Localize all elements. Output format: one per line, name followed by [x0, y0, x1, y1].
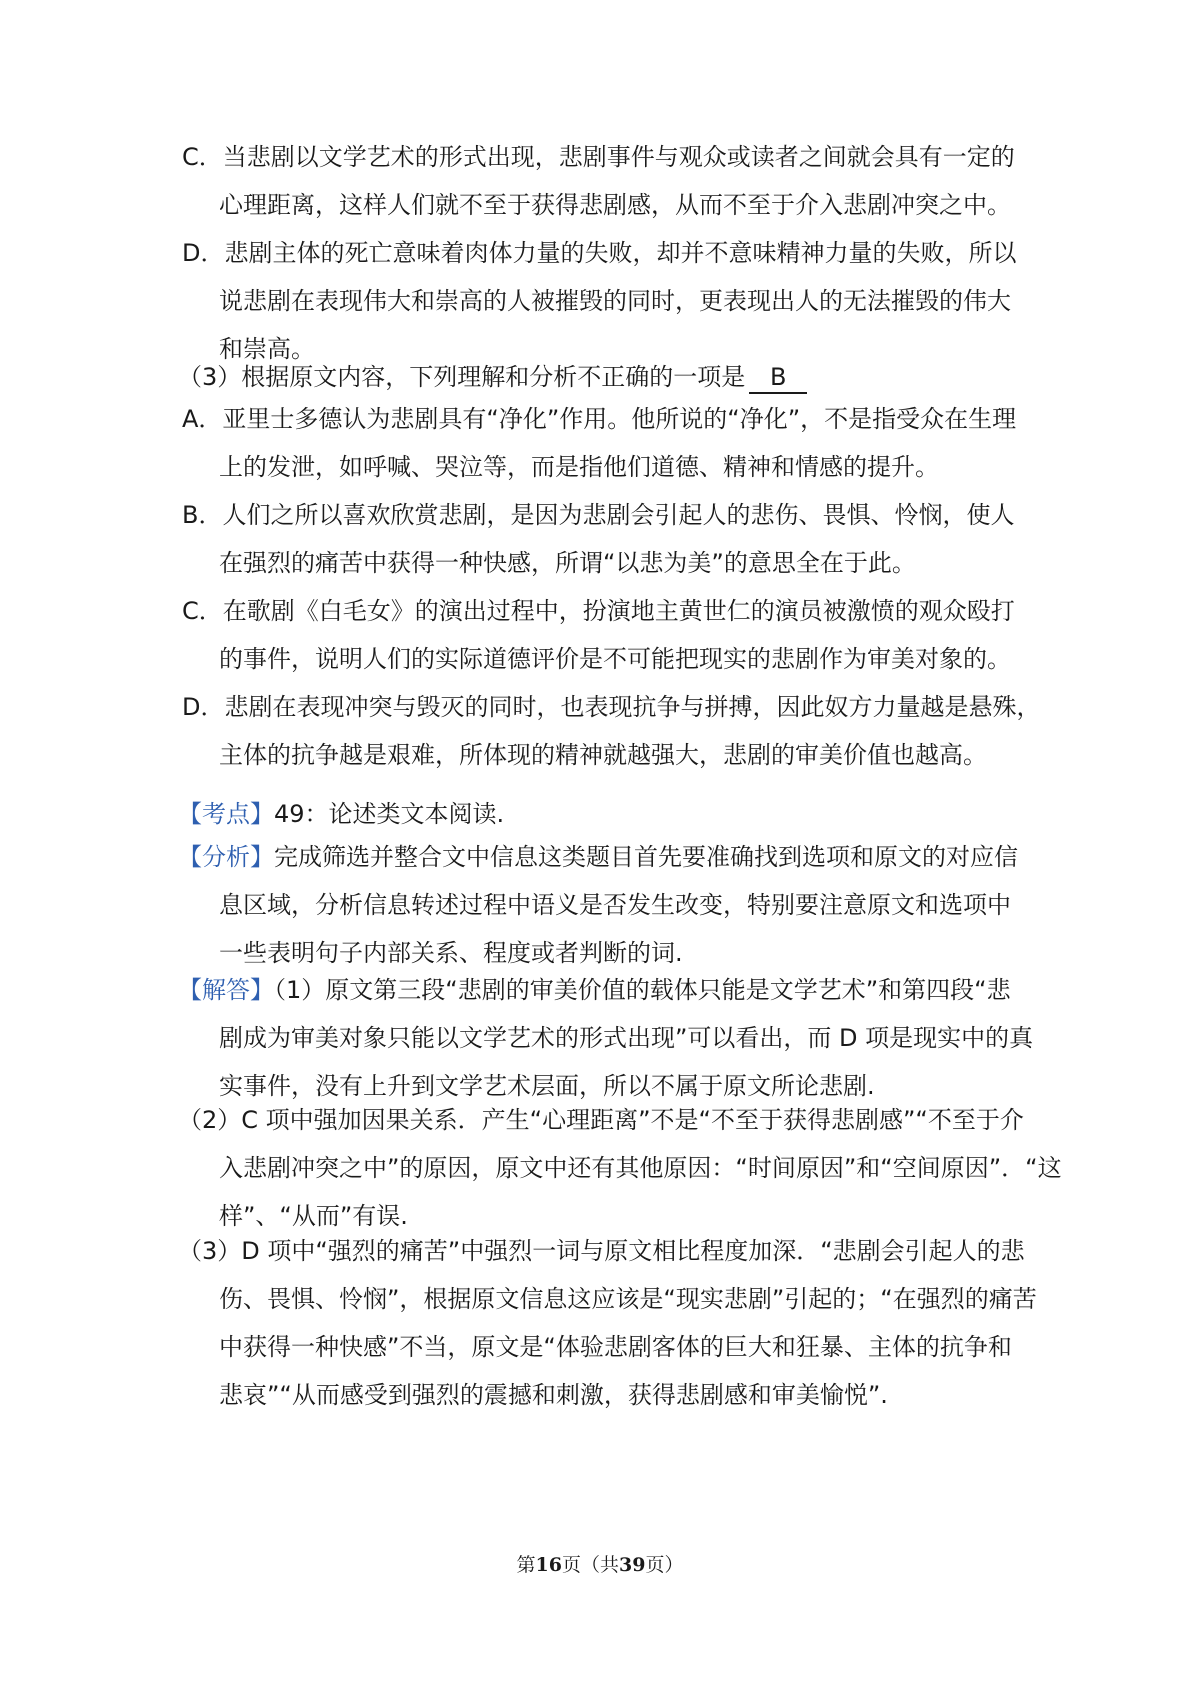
- jieda-line-2: 剧成为审美对象只能以文学艺术的形式出现”可以看出，而 D 项是现实中的真: [219, 1024, 1034, 1052]
- jieda-line-3: 实事件，没有上升到文学艺术层面，所以不属于原文所论悲剧.: [219, 1072, 875, 1100]
- option-d-line-3: 和崇高。: [219, 335, 315, 363]
- jieda-line-1: 【解答】（1）原文第三段“悲剧的审美价值的载体只能是文学艺术”和第四段“悲: [178, 976, 1011, 1004]
- option-c-line-1: C．当悲剧以文学艺术的形式出现，悲剧事件与观众或读者之间就会具有一定的: [182, 143, 1015, 171]
- option-b-line-2: 在强烈的痛苦中获得一种快感，所谓“以悲为美”的意思全在于此。: [219, 549, 916, 577]
- explain-3: [178, 1227, 1037, 1419]
- question-3-prompt: （3）根据原文内容，下列理解和分析不正确的一项是 B: [178, 353, 1028, 401]
- fenxi-line-2: 息区域，分析信息转述过程中语义是否发生改变，特别要注意原文和选项中: [219, 891, 1011, 919]
- explain-3-line-4: 悲哀”“从而感受到强烈的震撼和刺激，获得悲剧感和审美愉悦”.: [219, 1381, 888, 1409]
- explain-3-line-3: 中获得一种快感”不当，原文是“体验悲剧客体的巨大和狂暴、主体的抗争和: [219, 1333, 1012, 1361]
- answer-blank: B: [749, 362, 807, 394]
- options-q3: [182, 395, 1041, 779]
- explain-2: [178, 1096, 1062, 1240]
- explain-3-line-1: （3）D 项中“强烈的痛苦”中强烈一词与原文相比程度加深．“悲剧会引起人的悲: [178, 1237, 1025, 1265]
- option-d-line-1: D．悲剧主体的死亡意味着肉体力量的失败，却并不意味精神力量的失败，所以: [182, 239, 1017, 267]
- fenxi-line-1: 【分析】完成筛选并整合文中信息这类题目首先要准确找到选项和原文的对应信: [178, 843, 1018, 871]
- fenxi-tag: 【分析】: [178, 843, 274, 871]
- question-3: [178, 353, 1028, 401]
- option-c-line-2: 心理距离，这样人们就不至于获得悲剧感，从而不至于介入悲剧冲突之中。: [219, 191, 1011, 219]
- options-q2: [182, 133, 1032, 373]
- option-d-line-2: 说悲剧在表现伟大和崇高的人被摧毁的同时，更表现出人的无法摧毁的伟大: [219, 287, 1011, 315]
- explain-3-line-2: 伤、畏惧、怜悯”，根据原文信息这应该是“现实悲剧”引起的；“在强烈的痛苦: [219, 1285, 1037, 1313]
- jieda-tag: 【解答】: [178, 976, 274, 1004]
- option-b-line-1: B．人们之所以喜欢欣赏悲剧，是因为悲剧会引起人的悲伤、畏惧、怜悯，使人: [182, 501, 1015, 529]
- fenxi-line-3: 一些表明句子内部关系、程度或者判断的词.: [219, 939, 683, 967]
- option-c-line-1: C．在歌剧《白毛女》的演出过程中，扮演地主黄世仁的演员被激愤的观众殴打: [182, 597, 1015, 625]
- kaodian-line: 【考点】49：论述类文本阅读.: [178, 800, 505, 828]
- option-a-line-2: 上的发泄，如呼喊、哭泣等，而是指他们道德、精神和情感的提升。: [219, 453, 939, 481]
- explain-2-line-2: 入悲剧冲突之中”的原因，原文中还有其他原因：“时间原因”和“空间原因”．“这: [219, 1154, 1062, 1182]
- jieda-section: [178, 966, 1034, 1110]
- explain-2-line-3: 样”、“从而”有误.: [219, 1202, 408, 1230]
- option-c-line-2: 的事件，说明人们的实际道德评价是不可能把现实的悲剧作为审美对象的。: [219, 645, 1011, 673]
- page-footer: 第16页（共39页）: [516, 1554, 684, 1576]
- option-d-line-2: 主体的抗争越是艰难，所体现的精神就越强大，悲剧的审美价值也越高。: [219, 741, 987, 769]
- kaodian-tag: 【考点】: [178, 800, 274, 828]
- option-d-line-1: D．悲剧在表现冲突与毁灭的同时，也表现抗争与拼搏，因此奴方力量越是悬殊，: [182, 693, 1041, 721]
- total-page-number: 39: [619, 1554, 646, 1576]
- current-page-number: 16: [535, 1554, 562, 1576]
- fenxi-section: [178, 833, 1028, 977]
- option-a-line-1: A．亚里士多德认为悲剧具有“净化”作用。他所说的“净化”，不是指受众在生理: [182, 405, 1017, 433]
- kaodian-section: [178, 790, 1028, 838]
- explain-2-line-1: （2）C 项中强加因果关系．产生“心理距离”不是“不至于获得悲剧感”“不至于介: [178, 1106, 1024, 1134]
